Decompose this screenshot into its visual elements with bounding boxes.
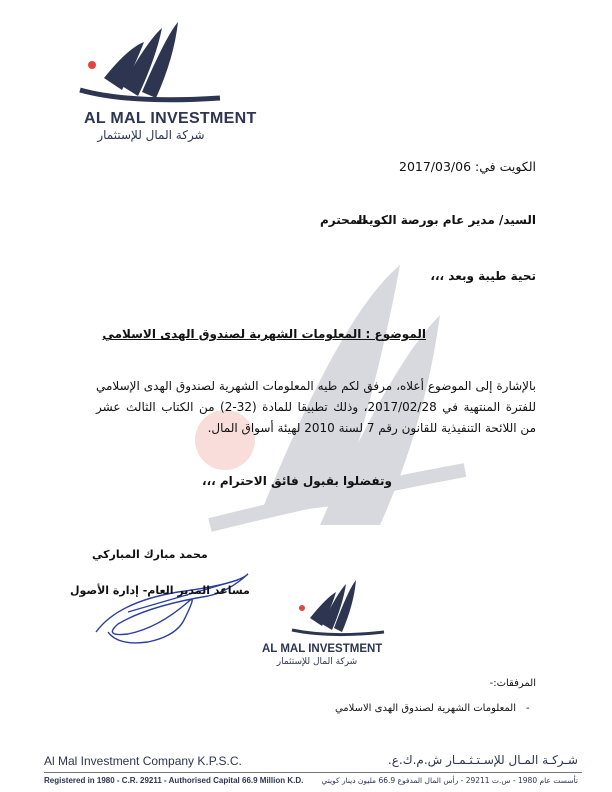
footer-registration-en: Registered in 1980 - C.R. 29211 - Authorised Capital 66.9 Million K.D. [44, 776, 304, 785]
footer-company-en: Al Mal Investment Company K.P.S.C. [44, 754, 242, 768]
honorific: المحترم [320, 213, 367, 227]
signer-name: محمد مبارك المباركي [92, 548, 208, 561]
greeting: تحية طيبة وبعد ،،، [430, 269, 536, 283]
signer-title: مساعد المدير العام- إدارة الأصول [70, 584, 250, 597]
attachment-bullet: - [526, 703, 530, 714]
letter-body: بالإشارة إلى الموضوع أعلاه، مرفق لكم طيه المعلومات الشهرية لصندوق الهدى الإسلامي للفترة المنتهية في 2017/02/28، وذلك تطبيقا للمادة (32-2) من الكتاب الثالث عشر من اللائحة التنفيذية للقانون رقم 7 لسنة 2010 لهيئة أسواق المال. [96, 379, 537, 435]
subject-line: الموضوع : المعلومات الشهرية لصندوق الهدى الاسلامي [102, 327, 426, 341]
attachment-item: المعلومات الشهرية لصندوق الهدى الاسلامي [334, 703, 516, 714]
footer-divider [44, 772, 582, 773]
stamp-text-ar: شركة المال للإستثمار [276, 657, 358, 667]
handwritten-signature [88, 562, 258, 647]
logo-text-en: AL MAL INVESTMENT [84, 110, 257, 127]
letter-date: الكويت في: 2017/03/06 [399, 159, 536, 174]
logo-text-ar: شركة المال للإستثمار [97, 128, 205, 142]
footer-registration-ar: تأسست عام 1980 - س.ت 29211 - رأس المال المدفوع 66.9 مليون دينار كويتي [321, 776, 578, 785]
stamp-text-en: AL MAL INVESTMENT [262, 643, 383, 655]
stamp-logo [280, 578, 390, 638]
footer-company-ar: شـركـة المـال للإسـتـثـمـار ش.م.ك.ع. [387, 753, 578, 767]
addressee: السيد/ مدير عام بورصة الكويت [356, 213, 536, 227]
attachments-label: المرفقات:- [489, 678, 536, 689]
company-logo [70, 18, 240, 118]
closing-line: وتفضلوا بقبول فائق الاحترام ،،، [202, 474, 392, 488]
